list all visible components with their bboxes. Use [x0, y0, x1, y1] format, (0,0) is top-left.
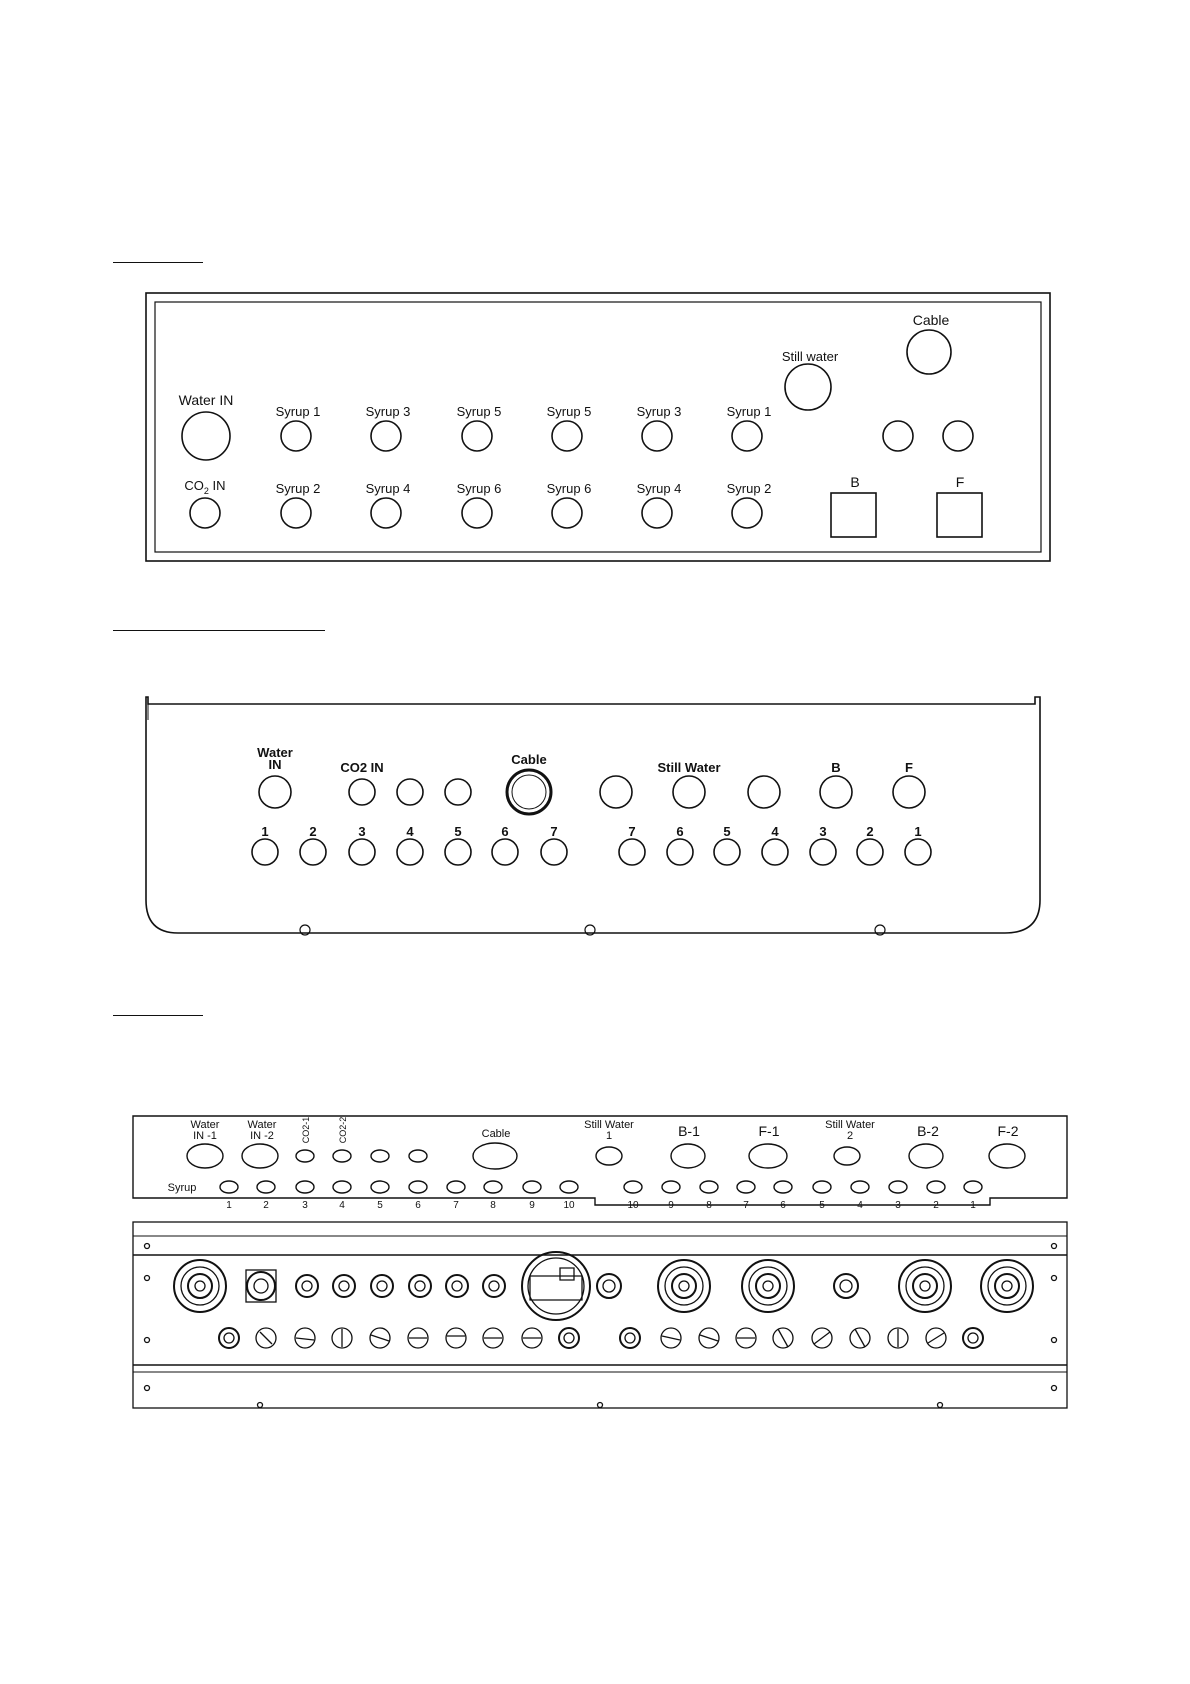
syrup-label: Syrup 5: [546, 404, 592, 419]
cable-port: [907, 330, 951, 374]
large-fitting: [981, 1260, 1033, 1312]
port-number: 5: [377, 1200, 383, 1211]
syrup-port: [662, 1181, 680, 1193]
panel-2-outline: [146, 697, 1040, 933]
still-water-label: Still Water: [657, 760, 721, 775]
bulkhead-outline: [133, 1222, 1067, 1408]
co2-in-label: $CO_2$ IN: [184, 478, 226, 496]
b-2-port: [909, 1144, 943, 1168]
water-in-1-port: [187, 1144, 223, 1168]
aux-port: [943, 421, 973, 451]
plug: [661, 1328, 681, 1348]
panel-2: [146, 697, 1040, 935]
small-fitting: [371, 1275, 393, 1297]
syrup-port: [445, 839, 471, 865]
syrup-port: [964, 1181, 982, 1193]
syrup-port: [281, 498, 311, 528]
screw: [145, 1276, 150, 1281]
cable-port: [473, 1143, 517, 1169]
syrup-port: [732, 421, 762, 451]
plug: [332, 1328, 352, 1348]
f-port: [893, 776, 925, 808]
port-number: 5: [723, 824, 731, 839]
f-label: F: [955, 474, 965, 490]
syrup-bottom-row: [281, 498, 762, 528]
water-in-label: Water IN: [178, 392, 234, 408]
syrup-port: [296, 1181, 314, 1193]
syrup-port: [462, 498, 492, 528]
plug: [483, 1328, 503, 1348]
syrup-port: [732, 498, 762, 528]
b-label: B: [850, 474, 860, 490]
port-number: 7: [743, 1200, 749, 1211]
syrup-port: [541, 839, 567, 865]
small-fitting: [219, 1328, 239, 1348]
screw: [1052, 1338, 1057, 1343]
small-fitting: [333, 1275, 355, 1297]
cable-label: Cable: [511, 752, 547, 767]
large-fitting: [658, 1260, 710, 1312]
plug: [736, 1328, 756, 1348]
syrup-port: [484, 1181, 502, 1193]
still-water-port: [785, 364, 831, 410]
water-in-port: [182, 412, 230, 460]
port-number: 4: [406, 824, 414, 839]
cable-port-inner: [512, 775, 546, 809]
port-number: 4: [339, 1200, 345, 1211]
port-number: 7: [550, 824, 558, 839]
b-port-square: [831, 493, 876, 537]
panel-1: [146, 293, 1050, 561]
syrup-port: [857, 839, 883, 865]
port-number: 10: [627, 1200, 639, 1211]
plug: [295, 1328, 315, 1348]
syrup-port: [333, 1181, 351, 1193]
port-number: 9: [529, 1200, 535, 1211]
port-number: 1: [970, 1200, 976, 1211]
syrup-label: Syrup 1: [726, 404, 772, 419]
co2-in-port: [190, 498, 220, 528]
syrup-port: [700, 1181, 718, 1193]
port-number: 5: [819, 1200, 825, 1211]
screw: [1052, 1386, 1057, 1391]
syrup-port: [447, 1181, 465, 1193]
plug: [408, 1328, 428, 1348]
medium-fitting: [246, 1270, 276, 1302]
panel-1-labels: [179, 312, 965, 496]
syrup-port: [257, 1181, 275, 1193]
syrup-label: Syrup 3: [365, 404, 411, 419]
screw: [145, 1244, 150, 1249]
co2-1-port: [296, 1150, 314, 1162]
small-fitting: [620, 1328, 640, 1348]
syrup-port: [851, 1181, 869, 1193]
syrup-label: Syrup 4: [636, 481, 682, 496]
water-in-label-line2: IN: [268, 757, 282, 772]
plug: [888, 1328, 908, 1348]
f-1-port: [749, 1144, 787, 1168]
screw: [938, 1403, 943, 1408]
co2-2-port: [333, 1150, 351, 1162]
large-fitting: [742, 1260, 794, 1312]
port-number: 6: [415, 1200, 421, 1211]
b-1-port: [671, 1144, 705, 1168]
f-1-label: F-1: [758, 1123, 780, 1139]
syrup-label: Syrup 1: [275, 404, 321, 419]
syrup-port: [252, 839, 278, 865]
water-in-2-label-line2: IN -2: [250, 1130, 274, 1142]
large-fitting: [899, 1260, 951, 1312]
water-in-2-label: Water: [247, 1119, 277, 1131]
port-number: 3: [895, 1200, 901, 1211]
b-2-label: B-2: [917, 1123, 939, 1139]
syrup-label: Syrup 6: [456, 481, 502, 496]
syrup-port: [462, 421, 492, 451]
b-1-label: B-1: [678, 1123, 700, 1139]
water-in-port: [259, 776, 291, 808]
port-number: 10: [563, 1200, 575, 1211]
syrup-port: [552, 498, 582, 528]
water-in-label: Water: [257, 745, 293, 760]
syrup-port: [624, 1181, 642, 1193]
syrup-top-row: [281, 421, 762, 451]
plug: [812, 1328, 832, 1348]
port-number: 4: [857, 1200, 863, 1211]
port-number: 7: [628, 824, 636, 839]
port-number: 8: [706, 1200, 712, 1211]
screw: [1052, 1276, 1057, 1281]
screw: [145, 1386, 150, 1391]
syrup-port: [642, 498, 672, 528]
port-number: 1: [226, 1200, 232, 1211]
port-number: 7: [453, 1200, 459, 1211]
syrup-label: Syrup 5: [456, 404, 502, 419]
aux-port: [600, 776, 632, 808]
syrup-port: [737, 1181, 755, 1193]
water-in-1-label-line2: IN -1: [193, 1130, 217, 1142]
panel-1-outer-frame: [146, 293, 1050, 561]
port-number: 1: [914, 824, 922, 839]
cable-port: [507, 770, 551, 814]
syrup-port: [714, 839, 740, 865]
syrup-port: [220, 1181, 238, 1193]
syrup-port: [349, 839, 375, 865]
aux-port: [445, 779, 471, 805]
still-water-1-port: [596, 1147, 622, 1165]
syrup-port: [371, 1181, 389, 1193]
port-number: 4: [771, 824, 779, 839]
still-water-port: [673, 776, 705, 808]
syrup-numbered-row: [252, 839, 931, 865]
small-fitting: [446, 1275, 468, 1297]
b-label: B: [831, 760, 841, 775]
syrup-left-row: [220, 1181, 578, 1193]
syrup-label: Syrup 3: [636, 404, 682, 419]
water-in-1-label: Water: [190, 1119, 220, 1131]
still-water-2-port: [834, 1147, 860, 1165]
syrup-port: [762, 839, 788, 865]
port-number: 9: [668, 1200, 674, 1211]
screw: [145, 1338, 150, 1343]
syrup-port: [889, 1181, 907, 1193]
syrup-port: [560, 1181, 578, 1193]
panel-2-labels: [257, 745, 921, 839]
plug: [370, 1328, 390, 1348]
aux-port: [883, 421, 913, 451]
aux-port: [409, 1150, 427, 1162]
cable-gland: [522, 1252, 590, 1320]
port-number: 2: [866, 824, 874, 839]
screw: [598, 1403, 603, 1408]
small-fitting: [409, 1275, 431, 1297]
f-label: F: [905, 760, 913, 775]
port-number: 6: [780, 1200, 786, 1211]
large-fitting: [174, 1260, 226, 1312]
co2-1-label: CO2-1: [301, 1116, 311, 1144]
port-number: 6: [676, 824, 684, 839]
f-2-label: F-2: [997, 1123, 1019, 1139]
syrup-label: Syrup 4: [365, 481, 411, 496]
port-number: 8: [490, 1200, 496, 1211]
water-in-2-port: [242, 1144, 278, 1168]
syrup-port: [281, 421, 311, 451]
port-number: 3: [358, 824, 366, 839]
syrup-label: Syrup: [167, 1182, 197, 1194]
syrup-port: [371, 421, 401, 451]
syrup-port: [813, 1181, 831, 1193]
still-water-1-label: Still Water: [584, 1119, 634, 1131]
small-fitting: [963, 1328, 983, 1348]
port-number: 1: [261, 824, 269, 839]
syrup-port: [667, 839, 693, 865]
syrup-port: [371, 498, 401, 528]
still-water-2-label-line2: 2: [846, 1130, 854, 1142]
plug: [850, 1328, 870, 1348]
co2-in-label: CO2 IN: [340, 760, 384, 775]
plug: [256, 1328, 276, 1348]
syrup-port: [619, 839, 645, 865]
still-water-2-label: Still Water: [825, 1119, 875, 1131]
port-number: 3: [302, 1200, 308, 1211]
b-port: [820, 776, 852, 808]
syrup-port: [774, 1181, 792, 1193]
syrup-right-row: [624, 1181, 982, 1193]
panel-3-labels: [168, 1117, 1019, 1211]
syrup-label: Syrup 2: [275, 481, 321, 496]
screw: [1052, 1244, 1057, 1249]
syrup-label: Syrup 2: [726, 481, 772, 496]
syrup-port: [523, 1181, 541, 1193]
panel-3-bulkhead: [133, 1222, 1067, 1408]
cable-label: Cable: [912, 312, 950, 328]
port-number: 2: [263, 1200, 269, 1211]
aux-port: [397, 779, 423, 805]
plug: [699, 1328, 719, 1348]
syrup-label: Syrup 6: [546, 481, 592, 496]
screw: [258, 1403, 263, 1408]
port-number: 6: [501, 824, 509, 839]
syrup-port: [397, 839, 423, 865]
plug: [926, 1328, 946, 1348]
syrup-port: [409, 1181, 427, 1193]
f-2-port: [989, 1144, 1025, 1168]
syrup-port: [927, 1181, 945, 1193]
small-fitting: [296, 1275, 318, 1297]
plug: [773, 1328, 793, 1348]
small-fitting: [483, 1275, 505, 1297]
syrup-port: [300, 839, 326, 865]
syrup-port: [810, 839, 836, 865]
small-fitting: [597, 1274, 621, 1298]
still-water-1-label-line2: 1: [605, 1130, 613, 1142]
small-fitting: [559, 1328, 579, 1348]
syrup-port: [552, 421, 582, 451]
small-fitting: [834, 1274, 858, 1298]
cable-label: Cable: [481, 1128, 511, 1140]
aux-port: [371, 1150, 389, 1162]
co2-in-port: [349, 779, 375, 805]
co2-2-label: CO2-2: [338, 1116, 348, 1144]
syrup-port: [642, 421, 672, 451]
syrup-port: [492, 839, 518, 865]
port-number: 2: [309, 824, 317, 839]
panel-1-inner-frame: [155, 302, 1041, 552]
port-number: 2: [933, 1200, 939, 1211]
plug: [446, 1328, 466, 1348]
syrup-port: [905, 839, 931, 865]
port-number: 3: [819, 824, 827, 839]
aux-port: [748, 776, 780, 808]
plug: [522, 1328, 542, 1348]
port-number: 5: [454, 824, 462, 839]
f-port-square: [937, 493, 982, 537]
still-water-label: Still water: [781, 349, 839, 364]
